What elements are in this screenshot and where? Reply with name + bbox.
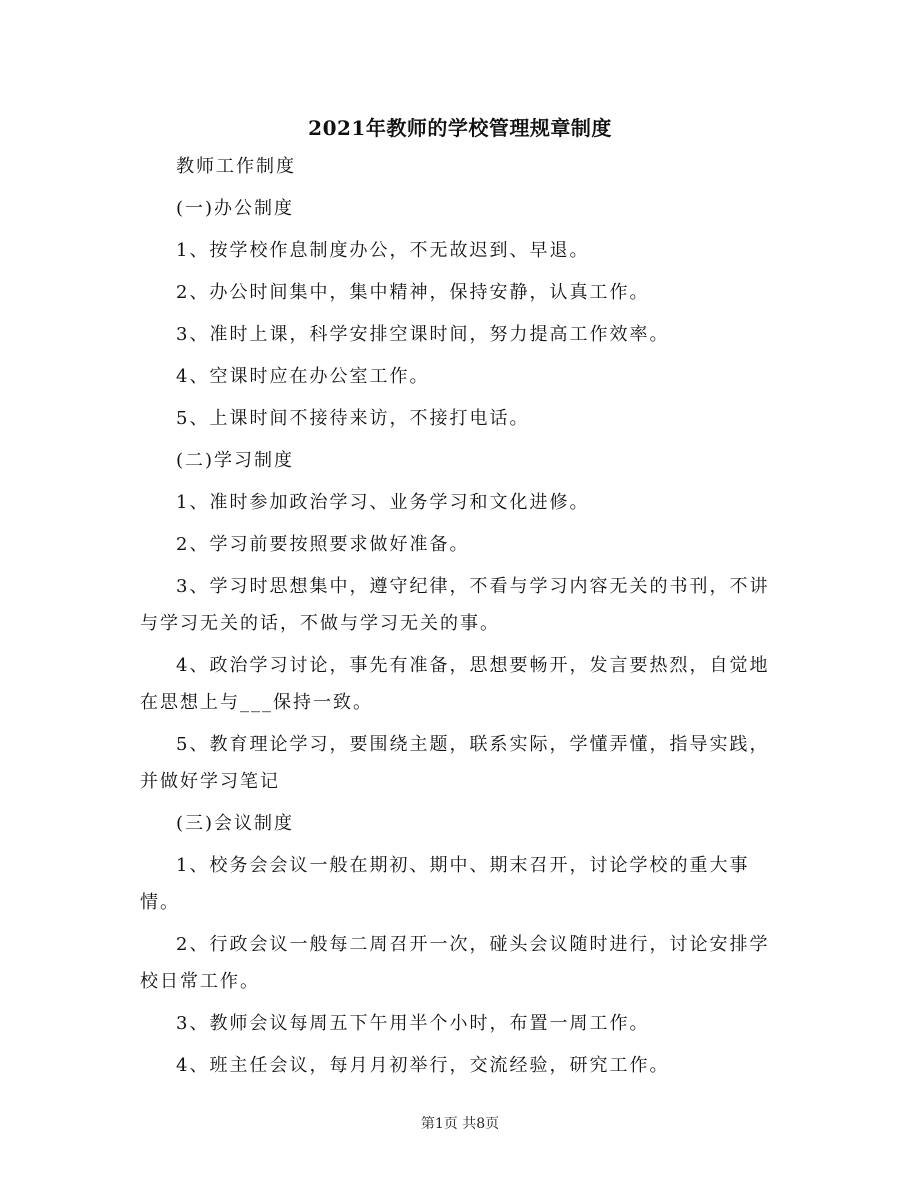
paragraph-subheading-meeting: (三)会议制度 <box>176 813 295 834</box>
paragraph: 3、教师会议每周五下午用半个小时，布置一周工作。 <box>176 1013 650 1034</box>
page-number-footer: 第1页 共8页 <box>420 1116 500 1132</box>
document-body <box>140 148 780 1089</box>
paragraph: 1、准时参加政治学习、业务学习和文化进修。 <box>176 492 590 513</box>
paragraph: 2、办公时间集中，集中精神，保持安静，认真工作。 <box>176 282 650 303</box>
paragraph: 4、班主任会议，每月月初举行，交流经验，研究工作。 <box>176 1055 670 1076</box>
paragraph-subheading-study: (二)学习制度 <box>176 450 295 471</box>
paragraph-subheading-office: (一)办公制度 <box>176 198 295 219</box>
document-title: 2021年教师的学校管理规章制度 <box>308 116 612 140</box>
paragraph: 5、教育理论学习，要围绕主题，联系实际，学懂弄懂，指导实践，并做好学习笔记 <box>140 734 770 792</box>
paragraph: 1、校务会会议一般在期初、期中、期末召开，讨论学校的重大事情。 <box>140 855 750 913</box>
paragraph: 2、行政会议一般每二周召开一次，碰头会议随时进行，讨论安排学校日常工作。 <box>140 934 770 992</box>
paragraph: 4、政治学习讨论，事先有准备，思想要畅开，发言要热烈，自觉地在思想上与___保持一致。 <box>140 655 770 713</box>
paragraph: 3、学习时思想集中，遵守纪律，不看与学习内容无关的书刊，不讲与学习无关的话，不做与学习无关的事。 <box>140 576 770 634</box>
paragraph: 5、上课时间不接待来访，不接打电话。 <box>176 408 530 429</box>
paragraph: 2、学习前要按照要求做好准备。 <box>176 534 470 555</box>
paragraph: 3、准时上课，科学安排空课时间，努力提高工作效率。 <box>176 324 670 345</box>
paragraph: 4、空课时应在办公室工作。 <box>176 366 430 387</box>
paragraph: 1、按学校作息制度办公，不无故迟到、早退。 <box>176 240 590 261</box>
paragraph-section-heading: 教师工作制度 <box>176 156 296 177</box>
